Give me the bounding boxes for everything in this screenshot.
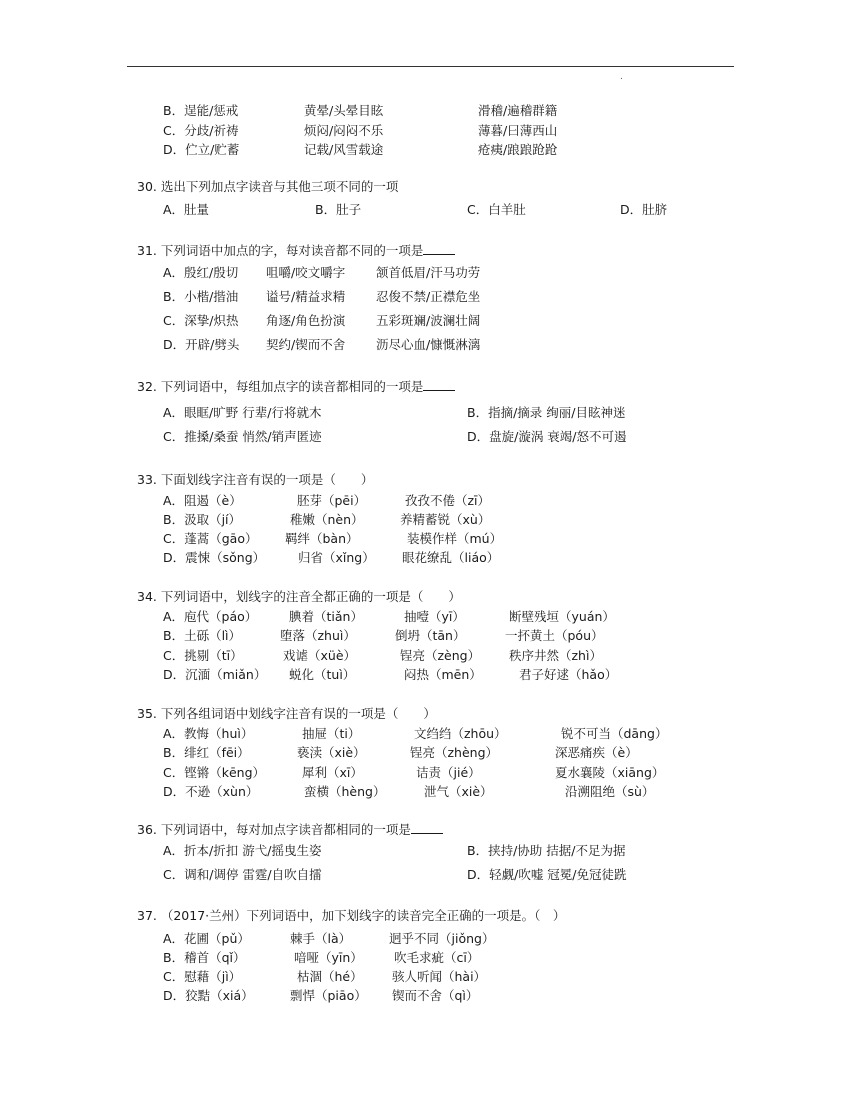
q29-option-c-1: C．分歧/祈祷	[163, 123, 239, 138]
q31-row-c-2: 角逐/角色扮演	[266, 313, 346, 328]
q34-row-b-4: 一抔黄土（póu）	[505, 628, 604, 643]
q29-option-d-2: 记载/风雪载途	[304, 142, 384, 157]
q31-row-b-3: 忍俊不禁/正襟危坐	[376, 289, 481, 304]
answer-blank	[423, 378, 455, 391]
q35-row-b-3: 锃亮（zhèng）	[410, 745, 499, 760]
header-mark: .	[620, 72, 623, 82]
q37-stem: 37. （2017·兰州）下列词语中，加下划线字的读音完全正确的一项是。（ ）	[137, 908, 566, 923]
q33-row-b-2: 稚嫩（nèn）	[290, 512, 364, 527]
q31-row-a-2: 咀嚼/咬文嚼字	[266, 265, 346, 280]
q31-row-a-3: 颔首低眉/汗马功劳	[376, 265, 481, 280]
q31-row-d-1: D．开辟/劈头	[163, 337, 240, 352]
q34-row-d-2: 蜕化（tuì）	[289, 667, 356, 682]
q33-row-c-1: C．蓬蒿（gāo）	[163, 531, 258, 546]
q34-row-c-3: 锃亮（zèng）	[400, 648, 481, 663]
q36-option-d: D．轻觑/吹嘘 冠冕/免冠徒跣	[467, 867, 627, 882]
q36-option-c: C．调和/调停 雷霆/自吹自擂	[163, 867, 322, 882]
q34-row-a-4: 断壁残垣（yuán）	[509, 609, 615, 624]
q34-row-b-3: 倒坍（tān）	[395, 628, 466, 643]
q33-stem: 33. 下面划线字注音有误的一项是（ ）	[137, 472, 374, 487]
q35-row-a-2: 抽屉（ti）	[302, 726, 361, 741]
q31-row-c-3: 五彩斑斓/波澜壮阔	[376, 313, 481, 328]
q37-row-d-2: 剽悍（piāo）	[290, 988, 367, 1003]
q37-row-c-1: C．慰藉（jì）	[163, 969, 242, 984]
q31-row-b-1: B．小楷/揩油	[163, 289, 239, 304]
q33-row-d-1: D．震悚（sǒng）	[163, 550, 266, 565]
q37-row-d-3: 锲而不舍（qì）	[392, 988, 479, 1003]
q36-option-b: B．挟持/协助 拮据/不足为据	[467, 843, 626, 858]
q33-row-a-3: 孜孜不倦（zī）	[405, 493, 491, 508]
q35-row-d-2: 蛮横（hèng）	[304, 784, 386, 799]
q34-row-c-2: 戏谑（xüè）	[283, 648, 357, 663]
answer-blank	[423, 242, 455, 255]
q33-row-d-2: 归省（xǐng）	[298, 550, 375, 565]
q33-row-a-1: A．阻遏（è）	[163, 493, 242, 508]
q31-row-a-1: A．殷红/殷切	[163, 265, 239, 280]
q37-row-a-2: 棘手（là）	[290, 931, 352, 946]
q31-stem: 31. 下列词语中加点的字，每对读音都不同的一项是	[137, 243, 424, 258]
q36-stem-line	[137, 821, 443, 837]
q30-option-a: A．肚量	[163, 202, 210, 217]
q34-row-d-3: 闷热（mēn）	[404, 667, 482, 682]
q32-option-c: C．推搡/桑蚕 悄然/销声匿迹	[163, 429, 322, 444]
q37-row-d-1: D．狡黠（xiá）	[163, 988, 254, 1003]
q37-row-a-3: 迥乎不同（jiǒng）	[389, 931, 495, 946]
q29-option-b-3: 滑稽/遍稽群籍	[478, 103, 558, 118]
q31-stem-line	[137, 242, 455, 258]
q34-row-c-4: 秩序井然（zhì）	[509, 648, 602, 663]
q32-stem-line	[137, 378, 455, 394]
q30-option-c: C．白羊肚	[467, 202, 526, 217]
q31-row-d-2: 契约/锲而不舍	[266, 337, 346, 352]
q36-stem: 36. 下列词语中，每对加点字读音都相同的一项是	[137, 822, 411, 837]
header-rule	[127, 66, 734, 67]
q32-stem: 32. 下列词语中，每组加点字的读音都相同的一项是	[137, 379, 424, 394]
q34-row-a-3: 抽噎（yī）	[404, 609, 465, 624]
q32-option-a: A．眼眶/旷野 行辈/行将就木	[163, 405, 322, 420]
q29-option-b-1: B．逞能/惩戒	[163, 103, 239, 118]
q32-option-d: D．盘旋/漩涡 衰竭/怒不可遏	[467, 429, 627, 444]
q36-option-a: A．折本/折扣 游弋/摇曳生姿	[163, 843, 322, 858]
q35-row-c-3: 诘责（jié）	[416, 765, 481, 780]
q29-option-b-2: 黄晕/头晕目眩	[304, 103, 384, 118]
q35-row-c-2: 犀利（xī）	[302, 765, 363, 780]
q29-option-c-3: 薄暮/曰薄西山	[478, 123, 558, 138]
q35-row-a-1: A．教悔（huì）	[163, 726, 254, 741]
q34-stem: 34. 下列词语中，划线字的注音全都正确的一项是（ ）	[137, 589, 461, 604]
q33-row-a-2: 胚芽（pēi）	[297, 493, 367, 508]
q34-row-a-2: 腆着（tiǎn）	[289, 609, 363, 624]
q35-row-c-4: 夏水襄陵（xiāng）	[555, 765, 665, 780]
q34-row-b-1: B．土砾（lì）	[163, 628, 242, 643]
q37-row-b-2: 喑哑（yīn）	[294, 950, 363, 965]
q31-row-d-3: 沥尽心血/慷慨淋漓	[376, 337, 481, 352]
q35-stem: 35. 下列各组词语中划线字注音有误的一项是（ ）	[137, 706, 436, 721]
q37-row-c-3: 骇人听闻（hài）	[392, 969, 487, 984]
q35-row-d-4: 沿溯阻绝（sù）	[565, 784, 655, 799]
q37-row-c-2: 枯涸（hé）	[297, 969, 363, 984]
q33-row-b-3: 养精蓄锐（xù）	[400, 512, 491, 527]
q30-stem: 30. 选出下列加点字读音与其他三项不同的一项	[137, 179, 399, 194]
q37-row-b-3: 吹毛求疵（cī）	[394, 950, 480, 965]
q33-row-d-3: 眼花缭乱（liáo）	[402, 550, 500, 565]
q34-row-d-4: 君子好逑（hǎo）	[519, 667, 618, 682]
q35-row-c-1: C．铿锵（kēng）	[163, 765, 266, 780]
q34-row-c-1: C．挑剔（tī）	[163, 648, 243, 663]
q35-row-d-3: 泄气（xiè）	[424, 784, 493, 799]
q34-row-b-2: 堕落（zhuì）	[280, 628, 356, 643]
q30-option-b: B．肚子	[315, 202, 362, 217]
q29-option-d-1: D．伫立/贮蓄	[163, 142, 240, 157]
q35-row-b-4: 深恶痛疾（è）	[555, 745, 638, 760]
q35-row-b-1: B．绯红（fēi）	[163, 745, 250, 760]
q33-row-b-1: B．汲取（jí）	[163, 512, 242, 527]
answer-blank	[411, 821, 443, 834]
q29-option-d-3: 疮痍/踉踉跄跄	[478, 142, 558, 157]
q35-row-b-2: 亵渎（xiè）	[297, 745, 366, 760]
q35-row-d-1: D．不逊（xùn）	[163, 784, 259, 799]
q37-row-a-1: A．花圃（pǔ）	[163, 931, 250, 946]
q30-option-d: D．肚脐	[620, 202, 668, 217]
q31-row-c-1: C．深挚/炽热	[163, 313, 239, 328]
q35-row-a-3: 文绉绉（zhōu）	[414, 726, 507, 741]
q35-row-a-4: 锐不可当（dāng）	[561, 726, 668, 741]
q37-row-b-1: B．稽首（qǐ）	[163, 950, 246, 965]
q32-option-b: B．指摘/摘录 绚丽/目眩神迷	[467, 405, 626, 420]
q34-row-d-1: D．沉湎（miǎn）	[163, 667, 267, 682]
q34-row-a-1: A．庖代（páo）	[163, 609, 258, 624]
q29-option-c-2: 烦闷/闷闷不乐	[304, 123, 384, 138]
q33-row-c-2: 羁绊（bàn）	[285, 531, 359, 546]
q33-row-c-3: 装模作样（mú）	[407, 531, 503, 546]
q31-row-b-2: 谥号/精益求精	[266, 289, 346, 304]
